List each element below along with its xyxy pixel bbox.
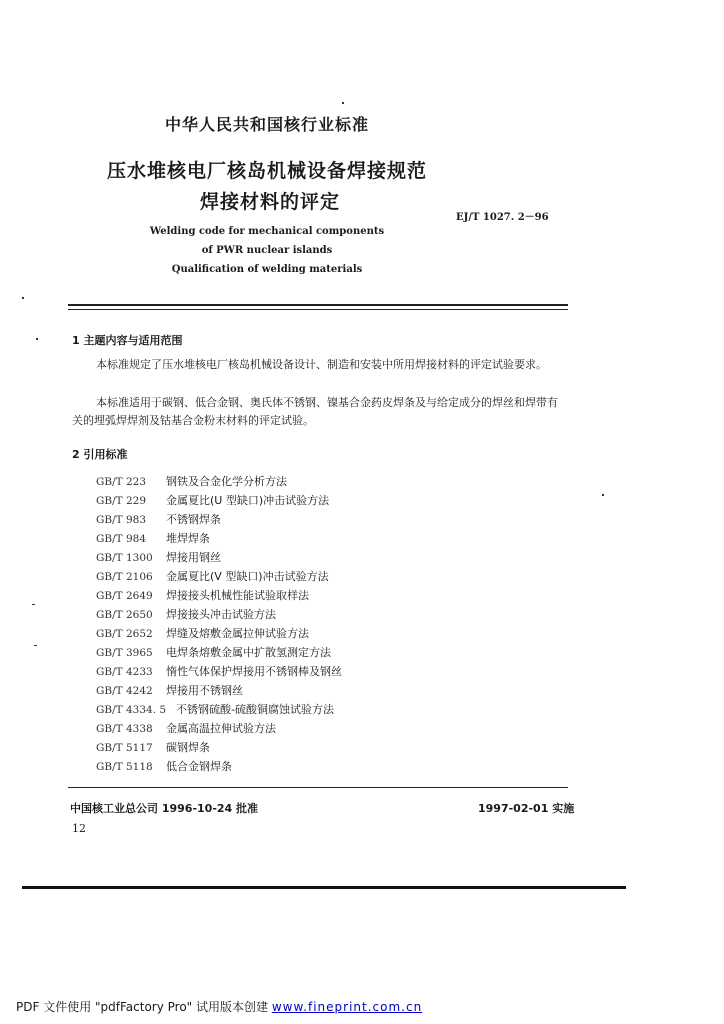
scan-speck xyxy=(36,338,38,340)
reference-item xyxy=(96,739,210,755)
reference-code: GB/T 223 xyxy=(96,476,147,488)
title-en-line-3: Qualification of welding materials xyxy=(171,264,363,275)
scan-speck xyxy=(22,297,24,299)
reference-item xyxy=(96,758,232,774)
reference-item xyxy=(96,682,243,698)
reference-title: 焊接接头机械性能试验取样法 xyxy=(166,589,309,602)
reference-title: 金属夏比(U 型缺口)冲击试验方法 xyxy=(166,494,330,507)
reference-title: 低合金钢焊条 xyxy=(166,760,232,773)
reference-item xyxy=(96,663,342,679)
scan-speck xyxy=(32,604,35,605)
section-1-paragraph-1: 本标准规定了压水堆核电厂核岛机械设备设计、制造和安装中所用焊接材料的评定试验要求。 xyxy=(96,358,547,371)
implementation-date: 1997-02-01 实施 xyxy=(478,802,575,815)
reference-item xyxy=(96,511,221,527)
section-1-paragraph-2: 本标准适用于碳钢、低合金钢、奥氏体不锈钢、镍基合金药皮焊条及与给定成分的焊丝和焊带有关的埋弧焊焊剂及钴基合金粉末材料的评定试验。 xyxy=(72,396,558,427)
reference-item xyxy=(96,473,287,489)
reference-title: 碳钢焊条 xyxy=(166,741,210,754)
reference-code: GB/T 2652 xyxy=(96,628,153,640)
watermark-link[interactable]: www.fineprint.com.cn xyxy=(271,1000,423,1014)
pdf-watermark xyxy=(16,998,422,1015)
reference-code: GB/T 4338 xyxy=(96,723,153,735)
reference-title: 电焊条熔敷金属中扩散氢测定方法 xyxy=(166,646,331,659)
reference-title: 堆焊焊条 xyxy=(166,532,210,545)
footer-rule xyxy=(68,787,568,788)
reference-item xyxy=(96,701,334,717)
reference-code: GB/T 1300 xyxy=(96,552,153,564)
reference-title: 不锈钢焊条 xyxy=(166,513,221,526)
reference-code: GB/T 4233 xyxy=(96,666,153,678)
reference-item xyxy=(96,606,276,622)
scan-speck xyxy=(602,494,604,496)
title-en-line-1: Welding code for mechanical components xyxy=(149,226,385,237)
reference-title: 焊接用不锈钢丝 xyxy=(166,684,243,697)
standard-body-title: 中华人民共和国核行业标准 xyxy=(164,115,369,134)
reference-title: 不锈钢硫酸-硫酸铜腐蚀试验方法 xyxy=(176,703,334,716)
reference-item xyxy=(96,549,221,565)
reference-code: GB/T 5117 xyxy=(96,742,153,754)
reference-item xyxy=(96,568,329,584)
page-bottom-bar xyxy=(22,886,626,889)
header-rule-thick xyxy=(68,304,568,306)
watermark-text: PDF 文件使用 "pdfFactory Pro" 试用版本创建 xyxy=(16,1000,269,1014)
reference-title: 焊接用钢丝 xyxy=(166,551,221,564)
reference-item xyxy=(96,530,210,546)
standard-code: EJ/T 1027. 2－96 xyxy=(456,212,549,223)
document-title-cn: 压水堆核电厂核岛机械设备焊接规范 xyxy=(106,160,427,182)
reference-title: 惰性气体保护焊接用不锈钢棒及钢丝 xyxy=(166,665,342,678)
title-en-line-2: of PWR nuclear islands xyxy=(201,245,333,256)
reference-code: GB/T 2649 xyxy=(96,590,153,602)
header-rule-thin xyxy=(68,309,568,310)
reference-code: GB/T 5118 xyxy=(96,761,153,773)
approval-date: 中国核工业总公司 1996-10-24 批准 xyxy=(70,802,259,815)
reference-code: GB/T 4242 xyxy=(96,685,153,697)
reference-code: GB/T 4334. 5 xyxy=(96,704,167,716)
reference-title: 金属高温拉伸试验方法 xyxy=(166,722,276,735)
reference-item xyxy=(96,720,276,736)
scan-speck xyxy=(342,102,344,104)
page-number: 12 xyxy=(72,822,86,835)
reference-code: GB/T 2106 xyxy=(96,571,153,583)
reference-code: GB/T 2650 xyxy=(96,609,153,621)
reference-code: GB/T 3965 xyxy=(96,647,153,659)
reference-title: 钢铁及合金化学分析方法 xyxy=(166,475,287,488)
reference-code: GB/T 229 xyxy=(96,495,147,507)
reference-code: GB/T 984 xyxy=(96,533,147,545)
reference-item xyxy=(96,644,331,660)
document-subtitle-cn: 焊接材料的评定 xyxy=(200,191,341,213)
reference-title: 焊缝及熔敷金属拉伸试验方法 xyxy=(166,627,309,640)
scan-speck xyxy=(34,645,37,646)
section-2-heading: 2 引用标准 xyxy=(72,448,128,461)
section-1-heading: 1 主题内容与适用范围 xyxy=(72,334,183,347)
reference-title: 焊接接头冲击试验方法 xyxy=(166,608,276,621)
reference-code: GB/T 983 xyxy=(96,514,147,526)
reference-title: 金属夏比(V 型缺口)冲击试验方法 xyxy=(166,570,329,583)
reference-item xyxy=(96,492,329,508)
reference-item xyxy=(96,625,309,641)
reference-item xyxy=(96,587,309,603)
